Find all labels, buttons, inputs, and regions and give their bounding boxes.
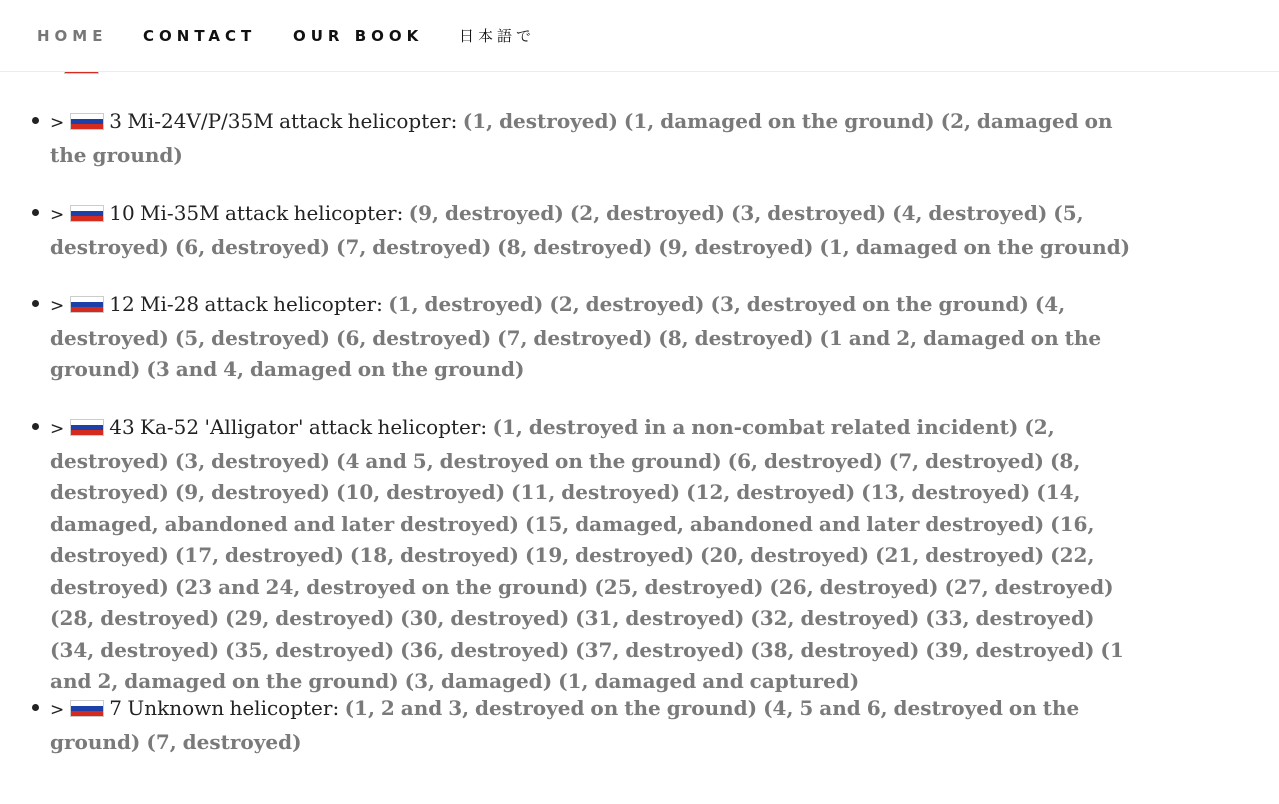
entry-name: 43 Ka-52 'Alligator' attack helicopter:: [109, 415, 488, 439]
chevron-right-icon: >: [50, 205, 65, 225]
nav-contact-link[interactable]: CONTACT: [143, 27, 257, 45]
list-item: [50, 198, 1135, 263]
chevron-right-icon: >: [50, 700, 65, 720]
entry-name: 10 Mi-35M attack helicopter:: [109, 201, 404, 225]
entry-detail-links[interactable]: (1, destroyed in a non-combat related incident) (2, destroyed) (3, destroyed) (4 and 5, destroyed on the ground) (6, destroyed) (7, destroyed) (8, destroyed) (9, destroyed) (10, destroyed) (11, destroyed) (12, destroyed) (13, destroyed) (14, damaged, abandoned and later destroyed) (15, damaged, abandoned and later destroyed) (16, destroyed) (17, destroyed) (18, destroyed) (19, destroyed) (20, destroyed) (21, destroyed) (22, destroyed) (23 and 24, destroyed on the ground) (25, destroyed) (26, destroyed) (27, destroyed) (28, destroyed) (29, destroyed) (30, destroyed) (31, destroyed) (32, destroyed) (33, destroyed) (34, destroyed) (35, destroyed) (36, destroyed) (37, destroyed) (38, destroyed) (39, destroyed) (1 and 2, damaged on the ground) (3, damaged) (1, damaged and captured): [50, 415, 1124, 693]
russia-flag-icon: [70, 700, 104, 717]
chevron-right-icon: >: [50, 419, 65, 439]
nav-home-link[interactable]: HOME: [37, 27, 108, 45]
entry-name: 3 Mi-24V/P/35M attack helicopter:: [109, 109, 458, 133]
entry-detail-links[interactable]: (1, destroyed) (1, damaged on the ground) (2, damaged on the ground): [50, 109, 1113, 167]
chevron-right-icon: >: [50, 296, 65, 316]
list-item: [50, 289, 1135, 386]
top-navigation: [0, 0, 1279, 72]
russia-flag-icon: [70, 296, 104, 313]
entry-name: 7 Unknown helicopter:: [109, 696, 340, 720]
entry-detail-links[interactable]: (1, 2 and 3, destroyed on the ground) (4, 5 and 6, destroyed on the ground) (7, destroyed): [50, 696, 1080, 754]
russia-flag-icon: [70, 205, 104, 222]
list-item: [50, 412, 1135, 698]
russia-flag-icon: [70, 419, 104, 436]
chevron-right-icon: >: [50, 113, 65, 133]
entry-name: 12 Mi-28 attack helicopter:: [109, 292, 383, 316]
russia-flag-icon: [70, 113, 104, 130]
list-item: [50, 106, 1135, 171]
nav-our-book-link[interactable]: OUR BOOK: [293, 27, 424, 45]
nav-japanese-link[interactable]: 日本語で: [459, 27, 536, 45]
entry-detail-links[interactable]: (9, destroyed) (2, destroyed) (3, destroyed) (4, destroyed) (5, destroyed) (6, destroyed) (7, destroyed) (8, destroyed) (9, destroyed) (1, damaged on the ground): [50, 201, 1131, 259]
list-item: [50, 693, 1135, 758]
entry-detail-links[interactable]: (1, destroyed) (2, destroyed) (3, destroyed on the ground) (4, destroyed) (5, destroyed) (6, destroyed) (7, destroyed) (8, destroyed) (1 and 2, damaged on the ground) (3 and 4, damaged on the ground): [50, 292, 1102, 381]
